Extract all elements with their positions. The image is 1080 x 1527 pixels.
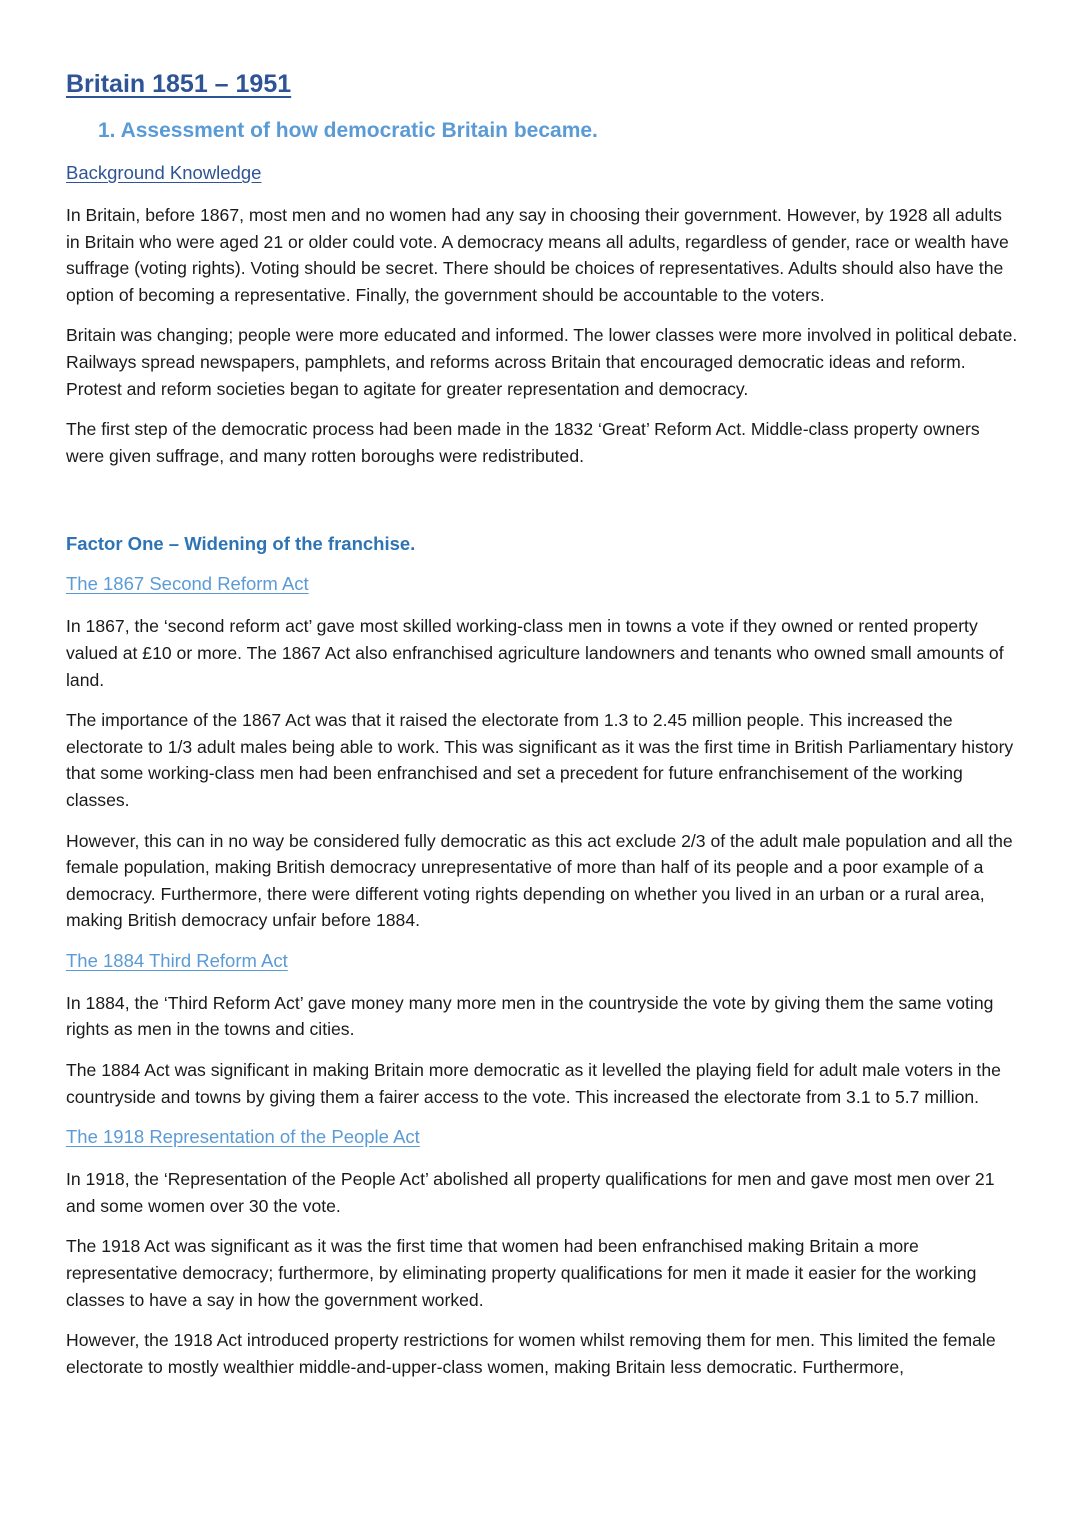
paragraph: In 1918, the ‘Representation of the People Act’ abolished all property qualifications for men and gave most men over 21 and some women over 30 the vote. [66,1169,995,1216]
act-1867-link[interactable]: The 1867 Second Reform Act [66,573,309,595]
paragraph: However, the 1918 Act introduced property restrictions for women whilst removing them for men. This limited the female electorate to mostly wealthier middle-and-upper-class women, making Britain less democratic. Furthermore, [66,1330,996,1377]
paragraph: The 1884 Act was significant in making Britain more democratic as it levelled the playing field for adult male voters in the countryside and towns by giving them a fairer access to the vote. This increased the electorate from 3.1 to 5.7 million. [66,1060,1001,1107]
paragraph: Britain was changing; people were more educated and informed. The lower classes were more involved in political debate. Railways spread newspapers, pamphlets, and reforms across Britain that encouraged democratic ideas and reform. Protest and reform societies began to agitate for greater representation and democracy. [66,325,1018,399]
background-knowledge-link[interactable]: Background Knowledge [66,162,262,183]
paragraph: In 1884, the ‘Third Reform Act’ gave money many more men in the countryside the vote by giving them the same voting rights as men in the towns and cities. [66,992,994,1040]
paragraph: In 1867, the ‘second reform act’ gave most skilled working-class men in towns a vote if they owned or rented property valued at £10 or more. The 1867 Act also enfranchised agriculture landowners and tenants who owned small amounts of land. [66,616,1004,690]
paragraph: However, this can in no way be considered fully democratic as this act exclude 2/3 of the adult male population and all the female population, making British democracy unrepresentative of more than half of its people and a poor example of a democracy. Furthermore, there were different voting rights depending on whether you lived in an urban or a rural area, making British democracy unfair before 1884. [66,830,1013,931]
section-heading: 1. Assessment of how democratic Britain became. [98,119,598,142]
act-1918-link[interactable]: The 1918 Representation of the People Act [66,1126,420,1148]
paragraph: The 1918 Act was significant as it was the first time that women had been enfranchised making Britain a more representative democracy; furthermore, by eliminating property qualifications for men it made it easier for the working classes to have a say in how the government worked. [66,1236,977,1310]
act-1884-link[interactable]: The 1884 Third Reform Act [66,949,288,971]
factor-one-heading: Factor One – Widening of the franchise. [66,533,416,555]
paragraph: The importance of the 1867 Act was that it raised the electorate from 1.3 to 2.45 million people. This increased the electorate to 1/3 adult males being able to work. This was significant as it was the first time in British Parliamentary history that some working-class men had been enfranchised and set a precedent for future enfranchisement of the working classes. [66,710,1014,810]
paragraph: In Britain, before 1867, most men and no women had any say in choosing their government. However, by 1928 all adults in Britain who were aged 21 or older could vote. A democracy means all adults, regardless of gender, race or wealth have suffrage (voting rights). Voting should be secret. There should be choices of representatives. Adults should also have the option of becoming a representative. Finally, the government should be accountable to the voters. [66,205,1009,305]
page-title: Britain 1851 – 1951 [66,70,292,98]
paragraph: The first step of the democratic process had been made in the 1832 ‘Great’ Reform Act. Middle-class property owners were given suffrage, and many rotten boroughs were redistributed. [66,419,980,466]
